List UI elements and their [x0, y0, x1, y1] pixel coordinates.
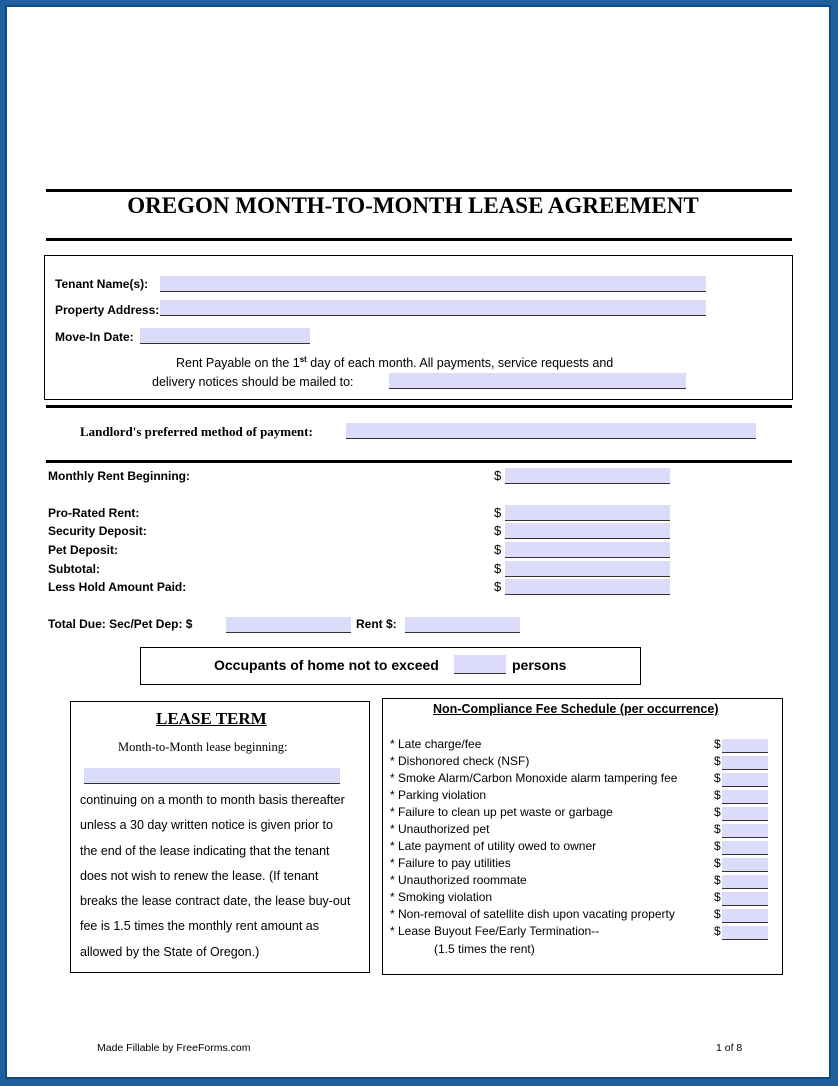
fee-dollar: $	[714, 890, 721, 904]
fee-field[interactable]	[722, 790, 768, 804]
fee-dollar: $	[714, 907, 721, 921]
pet-deposit-label: Pet Deposit:	[48, 543, 119, 557]
fee-dollar: $	[714, 924, 721, 938]
lease-term-line: unless a 30 day written notice is given prior to	[80, 818, 333, 832]
move-in-date-field[interactable]	[140, 328, 310, 344]
pet-deposit-dollar: $	[494, 542, 502, 557]
prorated-rent-field[interactable]	[505, 505, 670, 521]
fee-field[interactable]	[722, 892, 768, 906]
subtotal-field[interactable]	[505, 561, 670, 577]
rent-payable-post: day of each month. All payments, service requests and	[306, 356, 614, 371]
rent-total-field[interactable]	[405, 617, 520, 633]
lease-term-line: fee is 1.5 times the monthly rent amount as	[80, 919, 320, 933]
fee-label: * Smoke Alarm/Carbon Monoxide alarm tampering fee	[390, 771, 678, 785]
fee-dollar: $	[714, 822, 721, 836]
payment-bottom-rule	[46, 460, 792, 463]
total-due-label: Total Due: Sec/Pet Dep: $	[48, 617, 193, 631]
fee-row-late-charge	[390, 737, 772, 754]
fee-row-nsf	[390, 754, 772, 771]
fee-dollar: $	[714, 856, 721, 870]
fee-field[interactable]	[722, 739, 768, 753]
fee-dollar: $	[714, 737, 721, 751]
fee-schedule-heading: Non-Compliance Fee Schedule (per occurrence)	[433, 702, 719, 716]
lease-term-line: continuing on a month to month basis thereafter	[80, 793, 345, 807]
payment-method-field[interactable]	[346, 423, 756, 439]
fee-row-buyout	[390, 924, 772, 941]
payment-method-label: Landlord's preferred method of payment:	[80, 424, 313, 439]
title-top-rule	[46, 189, 792, 192]
fee-row-satellite	[390, 907, 772, 924]
fee-dollar: $	[714, 754, 721, 768]
security-deposit-dollar: $	[494, 523, 502, 538]
fee-label: * Failure to clean up pet waste or garbage	[390, 805, 613, 819]
fee-label: * Smoking violation	[390, 890, 493, 904]
fee-row-roommate	[390, 873, 772, 890]
hold-amount-field[interactable]	[505, 579, 670, 595]
fee-field[interactable]	[722, 926, 768, 940]
fee-field[interactable]	[722, 875, 768, 889]
fee-dollar: $	[714, 873, 721, 887]
fee-dollar: $	[714, 839, 721, 853]
rent-payable-sup: st	[299, 355, 307, 364]
fee-label: * Late payment of utility owed to owner	[390, 839, 597, 853]
prorated-rent-label: Pro-Rated Rent:	[48, 506, 140, 520]
fee-label: * Unauthorized pet	[390, 822, 490, 836]
fee-row-smoking	[390, 890, 772, 907]
hold-amount-label: Less Hold Amount Paid:	[48, 580, 187, 594]
fee-field[interactable]	[722, 841, 768, 855]
fee-label: * Unauthorized roommate	[390, 873, 527, 887]
lease-term-line: breaks the lease contract date, the lease buy-out	[80, 894, 351, 908]
move-in-date-label: Move-In Date:	[55, 330, 134, 344]
fee-label: * Parking violation	[390, 788, 487, 802]
footer-credit: Made Fillable by FreeForms.com	[97, 1042, 251, 1054]
subtotal-dollar: $	[494, 561, 502, 576]
property-address-label: Property Address:	[55, 303, 160, 317]
hold-amount-dollar: $	[494, 579, 502, 594]
lease-term-heading: LEASE TERM	[156, 709, 267, 728]
fee-row-utilities	[390, 856, 772, 873]
fee-label: * Late charge/fee	[390, 737, 482, 751]
occupants-field[interactable]	[454, 655, 506, 674]
fee-row-parking	[390, 788, 772, 805]
persons-label: persons	[512, 657, 567, 673]
pet-deposit-field[interactable]	[505, 542, 670, 558]
fee-row-pet-waste	[390, 805, 772, 822]
rent-payable-pre: Rent Payable on the 1	[176, 356, 300, 371]
sec-pet-dep-field[interactable]	[226, 617, 351, 633]
fee-field[interactable]	[722, 756, 768, 770]
fee-field[interactable]	[722, 807, 768, 821]
mail-to-label: delivery notices should be mailed to:	[152, 375, 354, 389]
property-address-field[interactable]	[160, 300, 706, 316]
fee-label: * Lease Buyout Fee/Early Termination--	[390, 924, 600, 938]
fee-row-unauthorized-pet	[390, 822, 772, 839]
monthly-rent-field[interactable]	[505, 468, 670, 484]
fee-label: * Dishonored check (NSF)	[390, 754, 530, 768]
occupants-label: Occupants of home not to exceed	[214, 657, 439, 673]
rent-payable-text	[176, 355, 613, 370]
fee-row-smoke-alarm	[390, 771, 772, 788]
security-deposit-field[interactable]	[505, 523, 670, 539]
security-deposit-label: Security Deposit:	[48, 524, 147, 538]
fee-field[interactable]	[722, 824, 768, 838]
lease-begin-field[interactable]	[84, 768, 340, 784]
buyout-note: (1.5 times the rent)	[434, 942, 535, 956]
fee-field[interactable]	[722, 858, 768, 872]
tenant-name-field[interactable]	[160, 276, 706, 292]
title-bottom-rule	[46, 238, 792, 241]
lease-term-line: the end of the lease indicating that the tenant	[80, 844, 330, 858]
payment-top-rule	[46, 405, 792, 408]
document-title: OREGON MONTH-TO-MONTH LEASE AGREEMENT	[127, 193, 699, 218]
lease-term-subheading: Month-to-Month lease beginning:	[118, 740, 288, 754]
fee-label: * Non-removal of satellite dish upon vacating property	[390, 907, 675, 921]
lease-term-line: does not wish to renew the lease. (If tenant	[80, 869, 319, 883]
tenant-name-label: Tenant Name(s):	[55, 277, 149, 291]
rent-total-label: Rent $:	[356, 617, 397, 631]
mail-to-field[interactable]	[389, 373, 686, 389]
lease-term-line: allowed by the State of Oregon.)	[80, 945, 260, 959]
monthly-rent-dollar: $	[494, 468, 502, 483]
fee-field[interactable]	[722, 909, 768, 923]
fee-field[interactable]	[722, 773, 768, 787]
monthly-rent-label: Monthly Rent Beginning:	[48, 469, 190, 483]
fee-dollar: $	[714, 805, 721, 819]
footer-page-number: 1 of 8	[716, 1042, 743, 1054]
prorated-rent-dollar: $	[494, 505, 502, 520]
fee-label: * Failure to pay utilities	[390, 856, 511, 870]
fee-row-late-utility	[390, 839, 772, 856]
fee-dollar: $	[714, 788, 721, 802]
fee-dollar: $	[714, 771, 721, 785]
subtotal-label: Subtotal:	[48, 562, 100, 576]
